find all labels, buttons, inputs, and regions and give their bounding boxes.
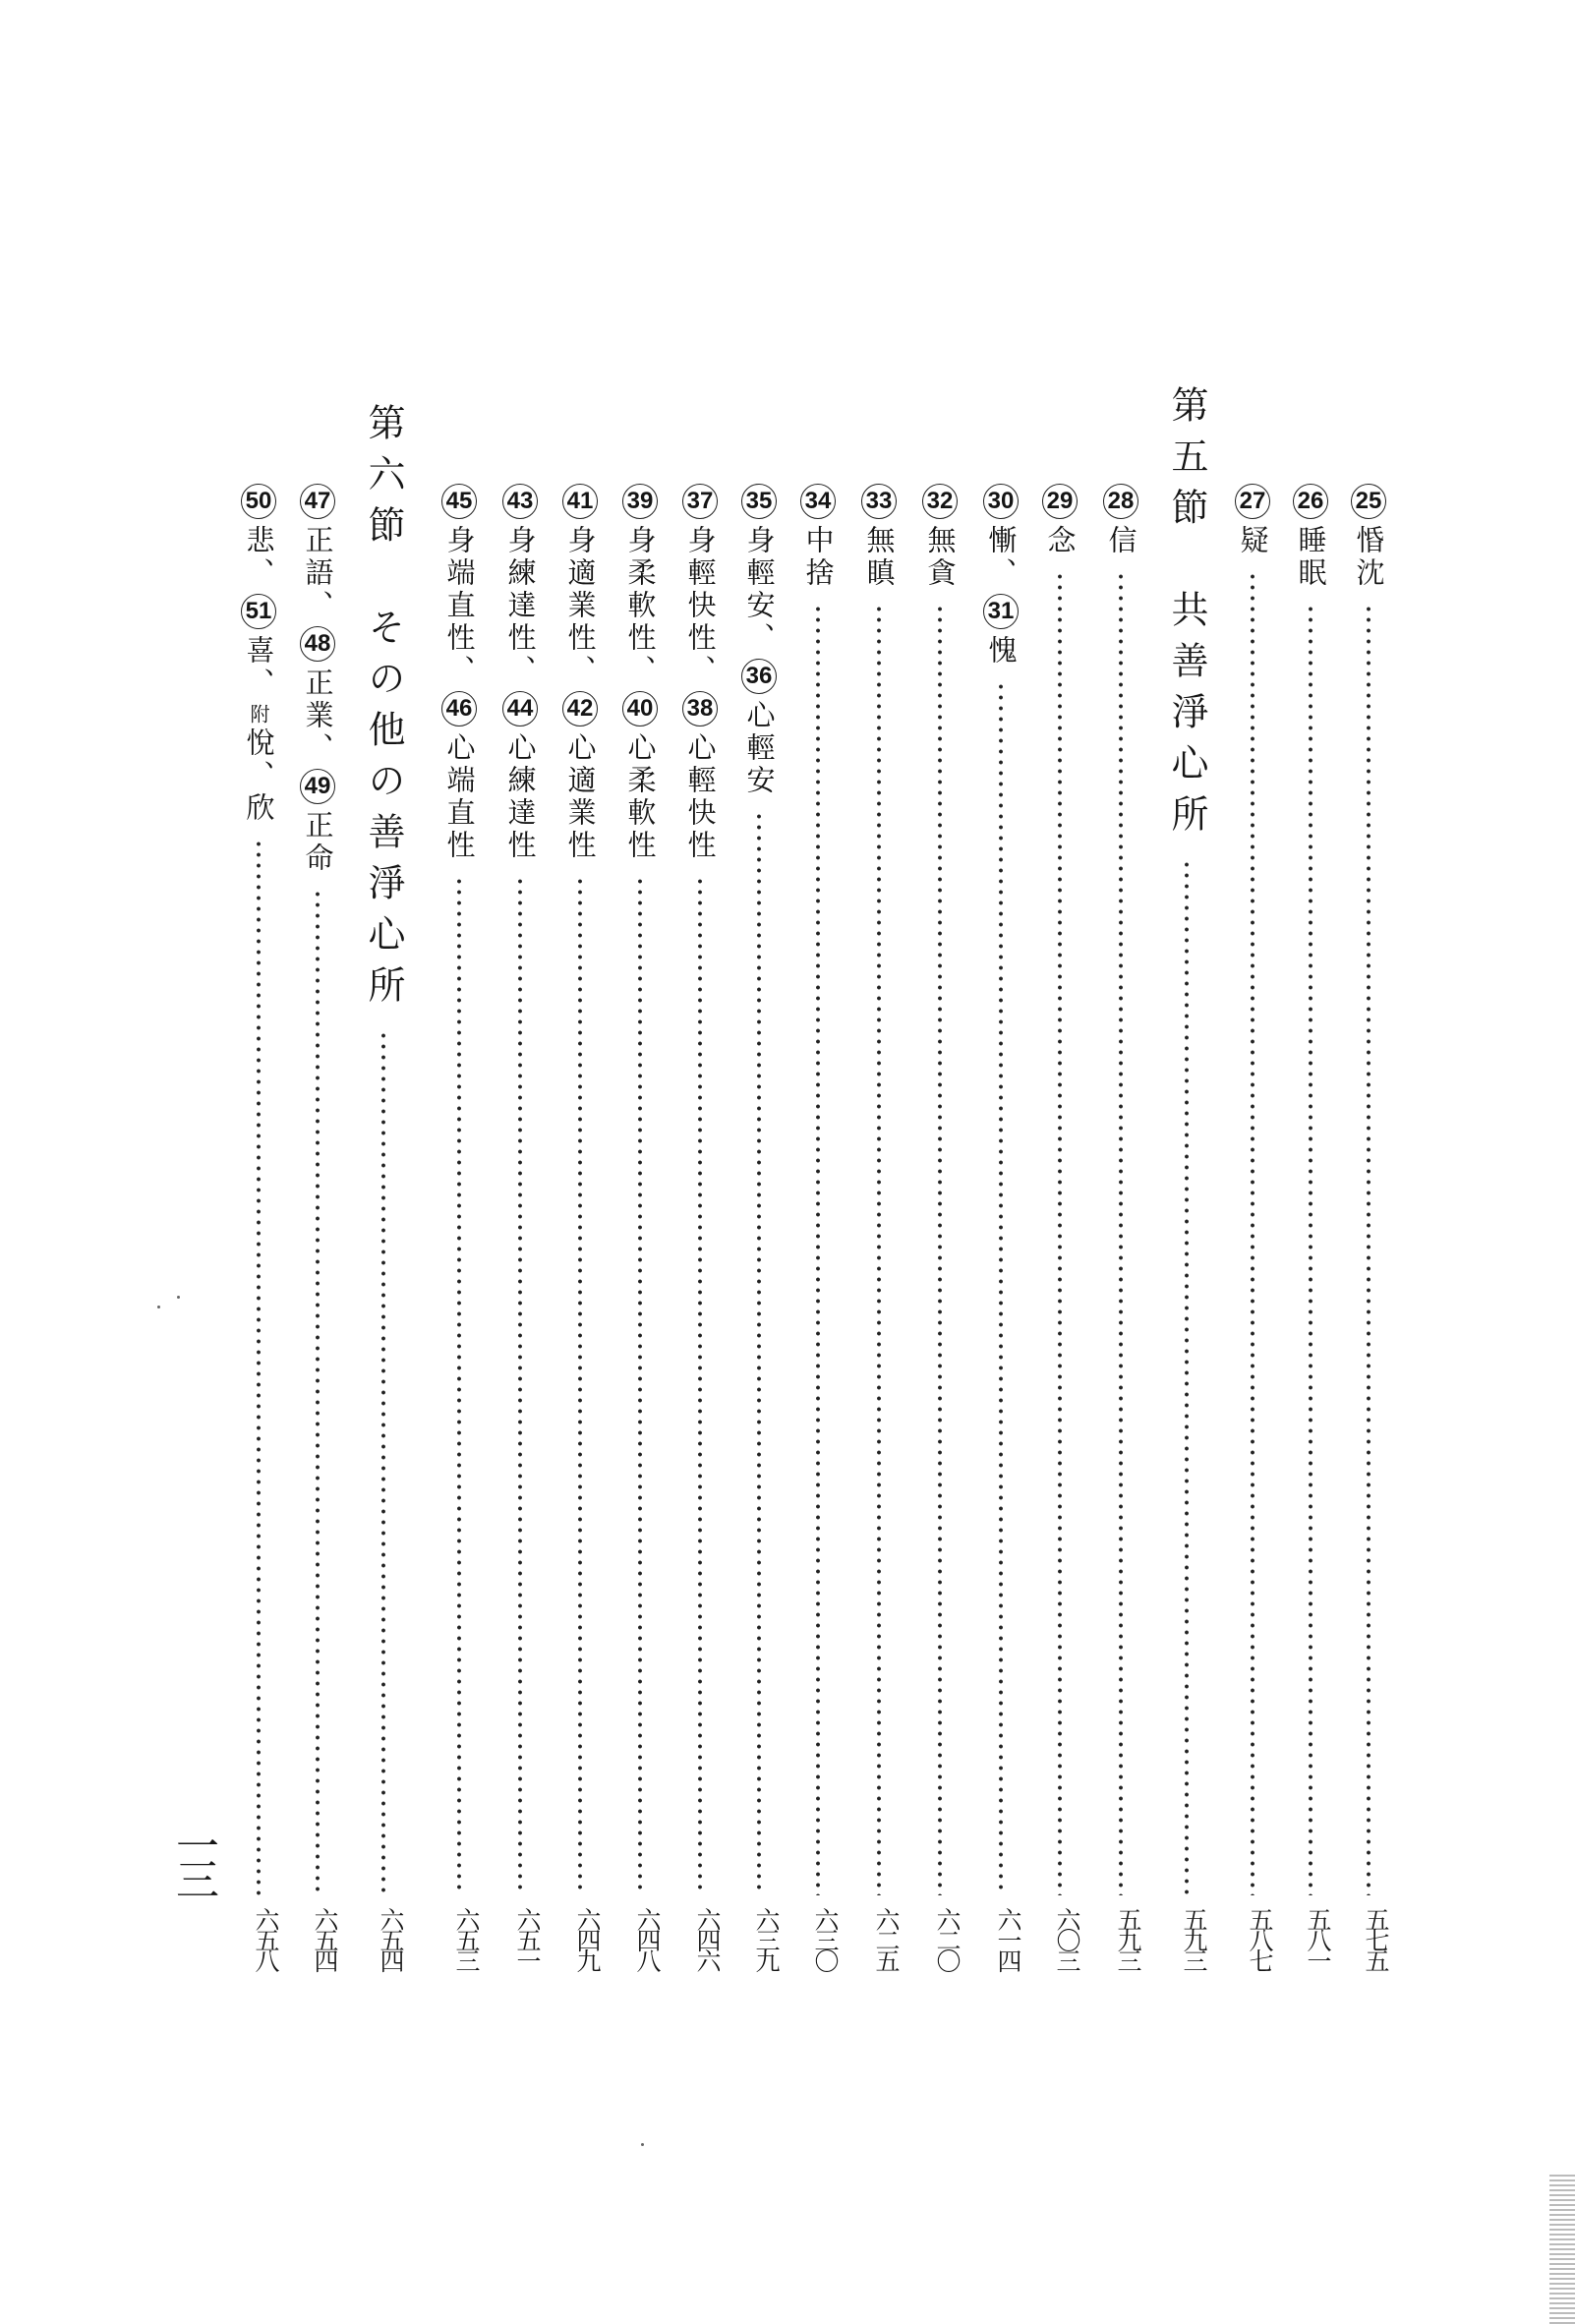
page-reference: 五七五 [1362, 1907, 1390, 1969]
dot-leader [1118, 571, 1124, 1895]
toc-entry-column [239, 0, 278, 2324]
toc-entry-column [1101, 0, 1140, 2324]
scan-speck [177, 1296, 180, 1299]
item-text: 惛沈 [1352, 525, 1386, 590]
toc-entry-column [798, 0, 838, 2324]
dot-leader [456, 876, 462, 1895]
toc-entry-column [981, 0, 1021, 2324]
toc-entry-column [1291, 0, 1330, 2324]
item-text: 身輕快性、 [683, 525, 718, 687]
toc-entry-column [500, 0, 540, 2324]
item-number: 28 [1103, 484, 1138, 519]
item-text: 悅、欣 [242, 727, 276, 825]
entry-title [241, 480, 276, 825]
item-number: 37 [682, 484, 718, 519]
toc-entry-column [439, 0, 479, 2324]
page-number: 一三 [168, 1824, 218, 1890]
item-number: 26 [1293, 484, 1328, 519]
item-text: 正業、 [301, 668, 335, 765]
dot-leader [517, 876, 523, 1895]
entry-title [983, 480, 1019, 668]
item-text: 心練達性 [503, 732, 538, 862]
dot-leader [756, 811, 762, 1895]
page-reference: 六五三 [452, 1907, 481, 1969]
item-text: 身輕安、 [742, 525, 777, 655]
page-reference: 六三〇 [811, 1907, 840, 1969]
item-number: 48 [300, 626, 335, 662]
toc-entry-column [920, 0, 960, 2324]
dot-leader [256, 839, 262, 1895]
item-text: 睡眠 [1294, 525, 1328, 590]
entry-title [1351, 480, 1386, 590]
item-text: 愧 [984, 635, 1019, 668]
item-text: 身適業性、 [563, 525, 598, 687]
page-reference: 六二五 [872, 1907, 901, 1969]
item-text: 心柔軟性 [623, 732, 658, 862]
page-reference: 六五八 [252, 1907, 280, 1969]
entry-title [1103, 480, 1138, 557]
item-number: 43 [502, 484, 538, 519]
item-number: 46 [441, 691, 477, 726]
dot-leader [577, 876, 583, 1895]
page-reference: 五八七 [1246, 1907, 1274, 1969]
toc-entry-column [680, 0, 720, 2324]
item-number: 33 [861, 484, 897, 519]
page-reference: 五八一 [1304, 1907, 1332, 1969]
scan-speck [157, 1306, 160, 1308]
item-text: 悲、 [242, 525, 276, 590]
toc-entry-column [560, 0, 600, 2324]
item-number: 27 [1235, 484, 1270, 519]
page-reference: 六五四 [377, 1907, 405, 1969]
toc-entry-column [620, 0, 660, 2324]
item-text: 心適業性 [563, 732, 598, 862]
toc-entry-column [1040, 0, 1079, 2324]
item-text: 念 [1043, 525, 1078, 557]
item-number: 42 [562, 691, 598, 726]
item-text: 心端直性 [442, 732, 477, 862]
item-text: 身柔軟性、 [623, 525, 658, 687]
scan-edge-artifact [1549, 2173, 1575, 2324]
entry-title [1293, 480, 1328, 590]
entry-title [922, 480, 958, 590]
item-number: 35 [741, 484, 777, 519]
item-text: 心輕快性 [683, 732, 718, 862]
item-text: 正命 [301, 810, 335, 875]
page-reference: 六四九 [573, 1907, 602, 1969]
entry-title [562, 480, 598, 862]
page-reference: 六三九 [752, 1907, 781, 1969]
dot-leader [998, 681, 1004, 1895]
item-text: 心輕安 [742, 700, 777, 797]
item-number: 39 [622, 484, 658, 519]
section-title [362, 403, 405, 1017]
item-number: 50 [241, 484, 276, 519]
dot-leader [1184, 859, 1190, 1895]
dot-leader [1308, 604, 1313, 1895]
item-text: 身端直性、 [442, 525, 477, 687]
dot-leader [815, 604, 821, 1895]
page-reference: 五九三 [1180, 1907, 1208, 1969]
scan-speck [641, 2143, 644, 2146]
dot-leader [697, 876, 703, 1895]
item-text: 正語、 [301, 525, 335, 622]
entry-title [682, 480, 718, 862]
dot-leader [380, 1030, 386, 1895]
section-heading-column [1167, 0, 1206, 2324]
entry-title [1042, 480, 1078, 557]
item-number: 47 [300, 484, 335, 519]
item-number: 31 [983, 594, 1019, 629]
entry-title [741, 480, 777, 797]
item-number: 49 [300, 769, 335, 804]
item-text: 疑 [1236, 525, 1270, 557]
toc-entry-column [298, 0, 337, 2324]
item-text: 信 [1104, 525, 1138, 557]
section-heading-column [364, 0, 403, 2324]
item-number: 29 [1042, 484, 1078, 519]
item-number: 45 [441, 484, 477, 519]
entry-title [622, 480, 658, 862]
item-text: 慚、 [984, 525, 1019, 590]
item-text: 第五節 共善淨心所 [1165, 385, 1208, 845]
dot-leader [637, 876, 643, 1895]
item-text: 身練達性、 [503, 525, 538, 687]
item-text: 喜、 [242, 635, 276, 700]
dot-leader [876, 604, 882, 1895]
annotation-mark: 附 [247, 704, 270, 724]
page-reference: 六五一 [513, 1907, 542, 1969]
item-number: 40 [622, 691, 658, 726]
page-reference: 五九三 [1114, 1907, 1142, 1969]
dot-leader [315, 889, 321, 1895]
dot-leader [1057, 571, 1063, 1895]
entry-title [300, 480, 335, 875]
entry-title [441, 480, 477, 862]
entry-title [1235, 480, 1270, 557]
entry-title [861, 480, 897, 590]
toc-entry-column [859, 0, 899, 2324]
page-reference: 六五四 [311, 1907, 339, 1969]
item-text: 中捨 [801, 525, 836, 590]
page-reference: 六四八 [633, 1907, 662, 1969]
item-number: 51 [241, 594, 276, 629]
page-reference: 六〇三 [1053, 1907, 1081, 1969]
dot-leader [937, 604, 943, 1895]
item-text: 無貪 [923, 525, 958, 590]
item-number: 30 [983, 484, 1019, 519]
item-number: 34 [800, 484, 836, 519]
page-reference: 六四六 [693, 1907, 722, 1969]
dot-leader [1250, 571, 1255, 1895]
item-text: 無瞋 [862, 525, 897, 590]
item-number: 44 [502, 691, 538, 726]
item-number: 38 [682, 691, 718, 726]
item-number: 36 [741, 659, 777, 694]
dot-leader [1366, 604, 1371, 1895]
item-number: 32 [922, 484, 958, 519]
page-reference: 六二〇 [933, 1907, 962, 1969]
page-reference: 六一四 [994, 1907, 1022, 1969]
item-text: 第六節 その他の善淨心所 [362, 403, 405, 1017]
toc-entry-column [1233, 0, 1272, 2324]
item-number: 25 [1351, 484, 1386, 519]
toc-entry-column [1349, 0, 1388, 2324]
entry-title [502, 480, 538, 862]
section-title [1165, 385, 1208, 845]
toc-entry-column [739, 0, 779, 2324]
item-number: 41 [562, 484, 598, 519]
entry-title [800, 480, 836, 590]
